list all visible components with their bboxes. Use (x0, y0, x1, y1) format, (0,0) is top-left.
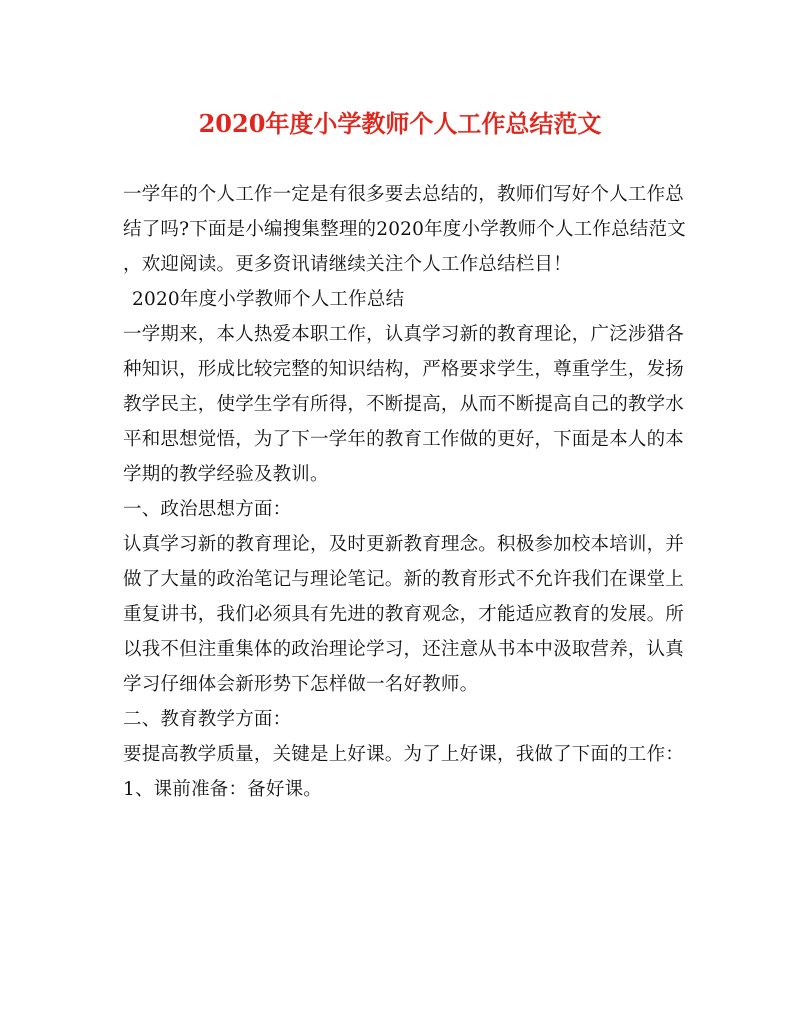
document-title: 2020年度小学教师个人工作总结范文 (198, 109, 602, 138)
section-heading: 一、政治思想方面： (123, 499, 292, 520)
body-line: 以我不但注重集体的政治理论学习，还注意从书本中汲取营养，认真 (123, 639, 685, 660)
body-line: 认真学习新的教育理论，及时更新教育理念。积极参加校本培训，并 (123, 534, 685, 555)
body-line: 学期的教学经验及教训。 (123, 464, 329, 485)
body-line: 平和思想觉悟，为了下一学年的教育工作做的更好，下面是本人的本 (123, 429, 685, 450)
body-line: 种知识，形成比较完整的知识结构，严格要求学生，尊重学生，发扬 (123, 359, 685, 380)
body-line: 一学年的个人工作一定是有很多要去总结的，教师们写好个人工作总 (123, 184, 685, 205)
body-line: 做了大量的政治笔记与理论笔记。新的教育形式不允许我们在课堂上 (123, 569, 685, 590)
body-line: 重复讲书，我们必须具有先进的教育观念，才能适应教育的发展。所 (123, 604, 685, 625)
body-line: 学习仔细体会新形势下怎样做一名好教师。 (123, 674, 479, 695)
section-heading: 二、教育教学方面： (123, 709, 292, 730)
list-item: 1、课前准备：备好课。 (123, 779, 322, 800)
body-line: 教学民主，使学生学有所得，不断提高，从而不断提高自己的教学水 (123, 394, 685, 415)
section-subtitle: 2020年度小学教师个人工作总结 (132, 289, 405, 310)
body-line: 一学期来，本人热爱本职工作，认真学习新的教育理论，广泛涉猎各 (123, 324, 685, 345)
body-line: 要提高教学质量，关键是上好课。为了上好课，我做了下面的工作： (123, 744, 685, 765)
document-body (123, 177, 686, 807)
body-line: 结了吗?下面是小编搜集整理的2020年度小学教师个人工作总结范文 (123, 219, 686, 240)
body-line: ，欢迎阅读。更多资讯请继续关注个人工作总结栏目！ (123, 254, 572, 275)
